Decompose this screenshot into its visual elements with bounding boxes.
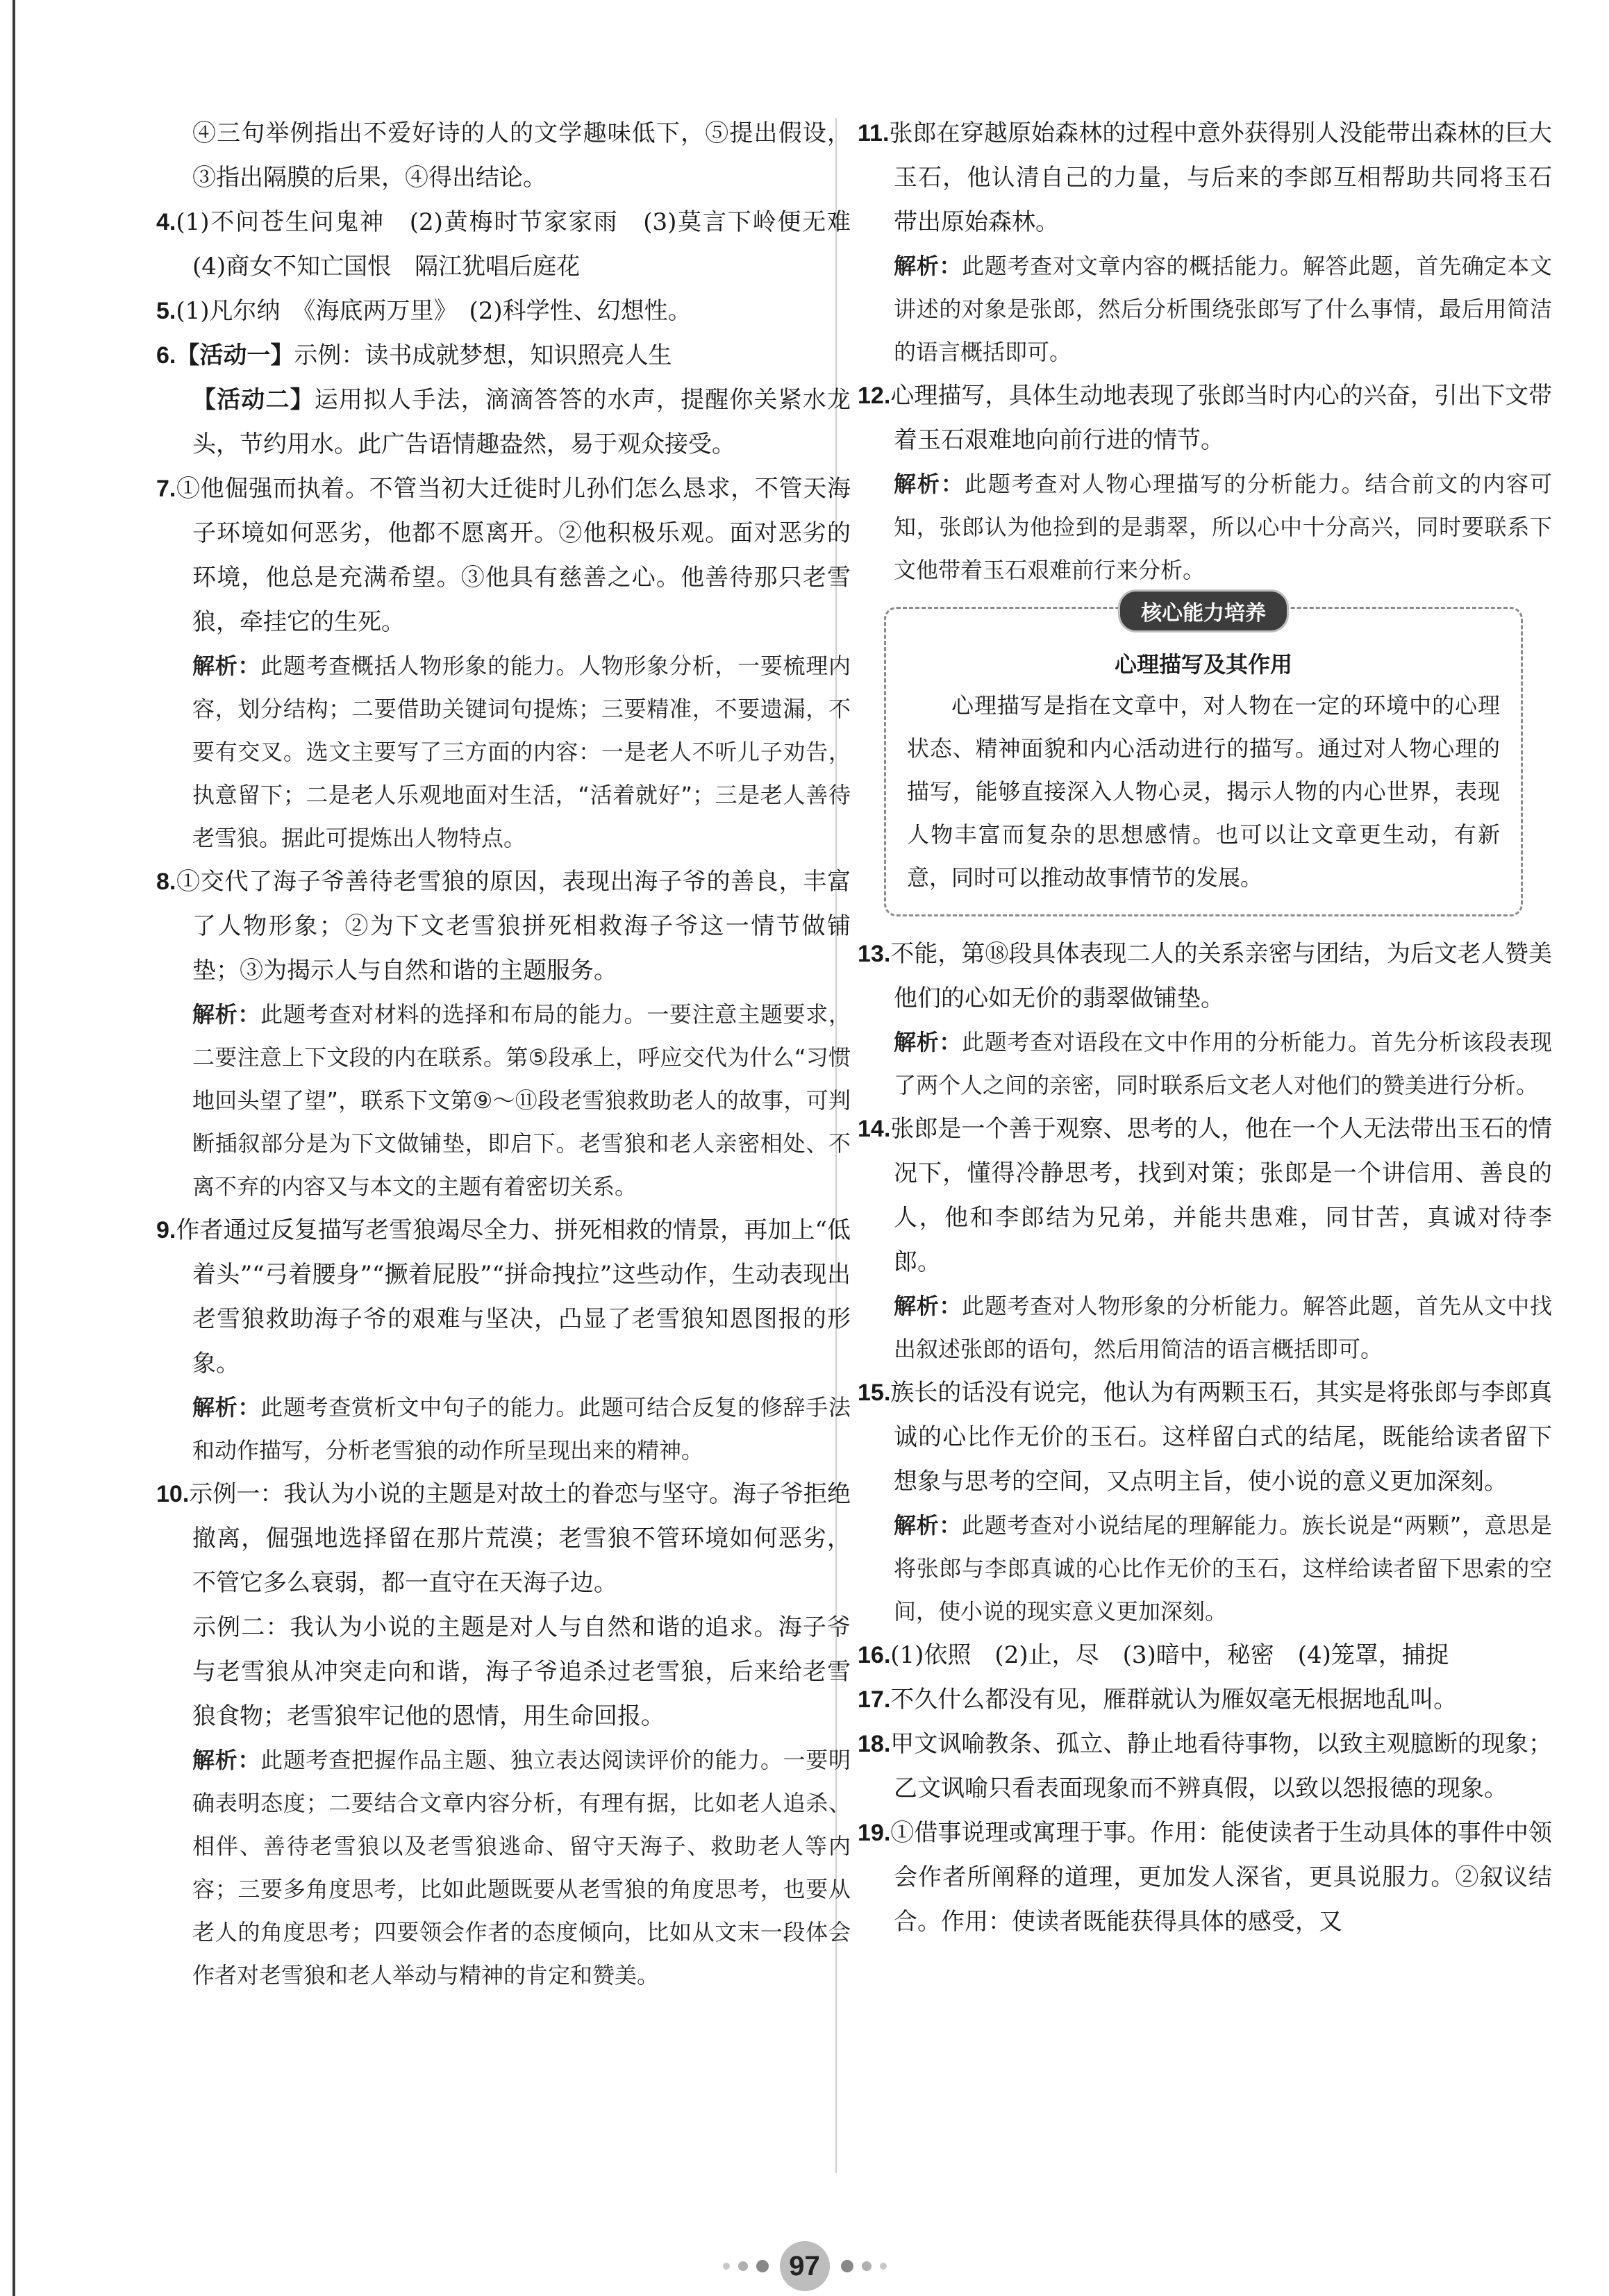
answer-5: 5.(1)凡尔纳 《海底两万里》 (2)科学性、幻想性。 (156, 297, 692, 325)
answer-14: 14.张郎是一个善于观察、思考的人，他在一个人无法带出玉石的情况下，懂得冷静思考，找到对策；张郎是一个讲信用、善良的人，他和李郎结为兄弟，并能共患难，同甘苦，真诚对待李郎。 (858, 1115, 1552, 1276)
answer-4: 4.(1)不问苍生问鬼神 (2)黄梅时节家家雨 (3)莫言下岭便无难 (4)商女不知亡国恨 隔江犹唱后庭花 (156, 208, 874, 280)
footer-dot (862, 2261, 872, 2271)
answer-9: 9.作者通过反复描写老雪狼竭尽全力、拼死相救的情景，再加上“低着头”“弓着腰身”“撅着屁股”“拼命拽拉”这些动作，生动表现出老雪狼救助海子爷的艰难与坚决，凸显了老雪狼知恩图报的形象。 (156, 1216, 851, 1377)
core-skill-body: 心理描写是指在文章中，对人物在一定的环境中的心理状态、精神面貌和内心活动进行的描写。通过对人物心理的描写，能够直接深入人物心灵，揭示人物的内心世界，表现人物丰富而复杂的思想感情。也可以让文章更生动，有新意，同时可以推动故事情节的发展。 (907, 692, 1500, 891)
answer-10: 10.示例一：我认为小说的主题是对故土的眷恋与坚守。海子爷拒绝撤离，倔强地选择留在那片荒漠；老雪狼不管环境如何恶劣，不管它多么衰弱，都一直守在天海子边。 (156, 1480, 851, 1597)
answer-16: 16.(1)依照 (2)止，尽 (3)暗中，秘密 (4)笼罩，捕捉 (858, 1641, 1449, 1669)
answer-18: 18.甲文讽喻教条、孤立、静止地看待事物，以致主观臆断的现象；乙文讽喻只看表面现象而不辨真假，以致以怨报德的现象。 (858, 1730, 1552, 1802)
answer-12: 12.心理描写，具体生动地表现了张郎当时内心的兴奋，引出下文带着玉石艰难地向前行进的情节。 (858, 382, 1552, 454)
footer-dot (756, 2260, 769, 2272)
answer-8: 8.①交代了海子爷善待老雪狼的原因，表现出海子爷的善良，丰富了人物形象；②为下文老雪狼拼死相救海子爷这一情节做铺垫；③为揭示人与自然和谐的主题服务。 (156, 868, 851, 984)
footer-dot (880, 2263, 887, 2270)
answer-11: 11.张郎在穿越原始森林的过程中意外获得别人没能带出森林的巨大玉石，他认清自己的力量，与后来的李郎互相帮助共同将玉石带出原始森林。 (858, 119, 1552, 236)
explanation-9: 解析：此题考查赏析文中句子的能力。此题可结合反复的修辞手法和动作描写，分析老雪狼的动作所呈现出来的精神。 (192, 1394, 851, 1464)
left-column (156, 111, 874, 1997)
explanation-11: 解析：此题考查对文章内容的概括能力。解答此题，首先确定本文讲述的对象是张郎，然后分析围绕张郎写了什么事情，最后用简洁的语言概括即可。 (894, 253, 1552, 365)
page-number: 97 (780, 2241, 830, 2291)
answer-6-activity-2: 【活动二】运用拟人手法，滴滴答答的水声，提醒你关紧水龙头，节约用水。此广告语情趣盎然，易于观众接受。 (192, 386, 851, 458)
answer-7: 7.①他倔强而执着。不管当初大迁徙时儿孙们怎么恳求，不管天海子环境如何恶劣，他都不愿离开。②他积极乐观。面对恶劣的环境，他总是充满希望。③他具有慈善之心。他善待那只老雪狼，牵挂它的生死。 (156, 475, 851, 636)
answer-10-example-2: 示例二：我认为小说的主题是对人与自然和谐的追求。海子爷与老雪狼从冲突走向和谐，海子爷追杀过老雪狼，后来给老雪狼食物；老雪狼牢记他的恩情，用生命回报。 (192, 1614, 851, 1730)
explanation-13: 解析：此题考查对语段在文中作用的分析能力。首先分析该段表现了两个人之间的亲密，同时联系后文老人对他们的赞美进行分析。 (894, 1029, 1552, 1098)
explanation-7: 解析：此题考查概括人物形象的能力。人物形象分析，一要梳理内容，划分结构；二要借助关键词句提炼；三要精准，不要遗漏，不要有交叉。选文主要写了三方面的内容：一是老人不听儿子劝告，执意留下；二是老人乐观地面对生活，“活着就好”；三是老人善待老雪狼。据此可提炼出人物特点。 (192, 653, 851, 851)
core-skill-title: 心理描写及其作用 (1114, 651, 1292, 678)
answer-15: 15.族长的话没有说完，他认为有两颗玉石，其实是将张郎与李郎真诚的心比作无价的玉石。这样留白式的结尾，既能给读者留下想象与思考的空间，又点明主旨，使小说的意义更加深刻。 (858, 1379, 1552, 1495)
footer-dot (723, 2263, 730, 2270)
explanation-14: 解析：此题考查对人物形象的分析能力。解答此题，首先从文中找出叙述张郎的语句，然后用简洁的语言概括即可。 (894, 1293, 1552, 1362)
answer-19: 19.①借事说理或寓理于事。作用：能使读者于生动具体的事件中领会作者所阐释的道理，更加发人深省，更具说服力。②叙议结合。作用：使读者既能获得具体的感受，又 (858, 1819, 1552, 1936)
explanation-15: 解析：此题考查对小说结尾的理解能力。族长说是“两颗”，意思是将张郎与李郎真诚的心比作无价的玉石，这样给读者留下思索的空间，使小说的现实意义更加深刻。 (894, 1512, 1552, 1625)
page-footer (0, 2241, 1609, 2291)
binding-edge (12, 0, 15, 2296)
footer-dot (841, 2260, 853, 2272)
right-column (858, 111, 1552, 1944)
explanation-8: 解析：此题考查对材料的选择和布局的能力。一要注意主题要求，二要注意上下文段的内在联系。第⑤段承上，呼应交代为什么“习惯地回头望了望”，联系下文第⑨～⑪段老雪狼救助老人的故事，可判断插叙部分是为下文做铺垫，即启下。老雪狼和老人亲密相处、不离不弃的内容又与本文的主题有着密切关系。 (192, 1001, 851, 1200)
answer-17: 17.不久什么都没有见，雁群就认为雁奴毫无根据地乱叫。 (858, 1686, 1458, 1713)
answer-continuation: ④三句举例指出不爱好诗的人的文学趣味低下，⑤提出假设，③指出隔膜的后果，④得出结论。 (192, 119, 851, 192)
footer-dot (738, 2261, 748, 2271)
explanation-12: 解析：此题考查对人物心理描写的分析能力。结合前文的内容可知，张郎认为他捡到的是翡翠，所以心中十分高兴，同时要联系下文他带着玉石艰难前行来分析。 (894, 471, 1552, 583)
answer-13: 13.不能，第⑱段具体表现二人的关系亲密与团结，为后文老人赞美他们的心如无价的翡翠做铺垫。 (858, 940, 1552, 1012)
core-skill-box (884, 601, 1523, 916)
core-skill-badge: 核心能力培养 (1118, 589, 1289, 632)
answer-6: 6.【活动一】示例：读书成就梦想，知识照亮人生 (156, 342, 672, 369)
explanation-10: 解析：此题考查把握作品主题、独立表达阅读评价的能力。一要明确表明态度；二要结合文章内容分析，有理有据，比如老人追杀、相伴、善待老雪狼以及老雪狼逃命、留守天海子、救助老人等内容；三要多角度思考，比如此题既要从老雪狼的角度思考，也要从老人的角度思考；四要领会作者的态度倾向，比如从文末一段体会作者对老雪狼和老人举动与精神的肯定和赞美。 (192, 1747, 851, 1988)
